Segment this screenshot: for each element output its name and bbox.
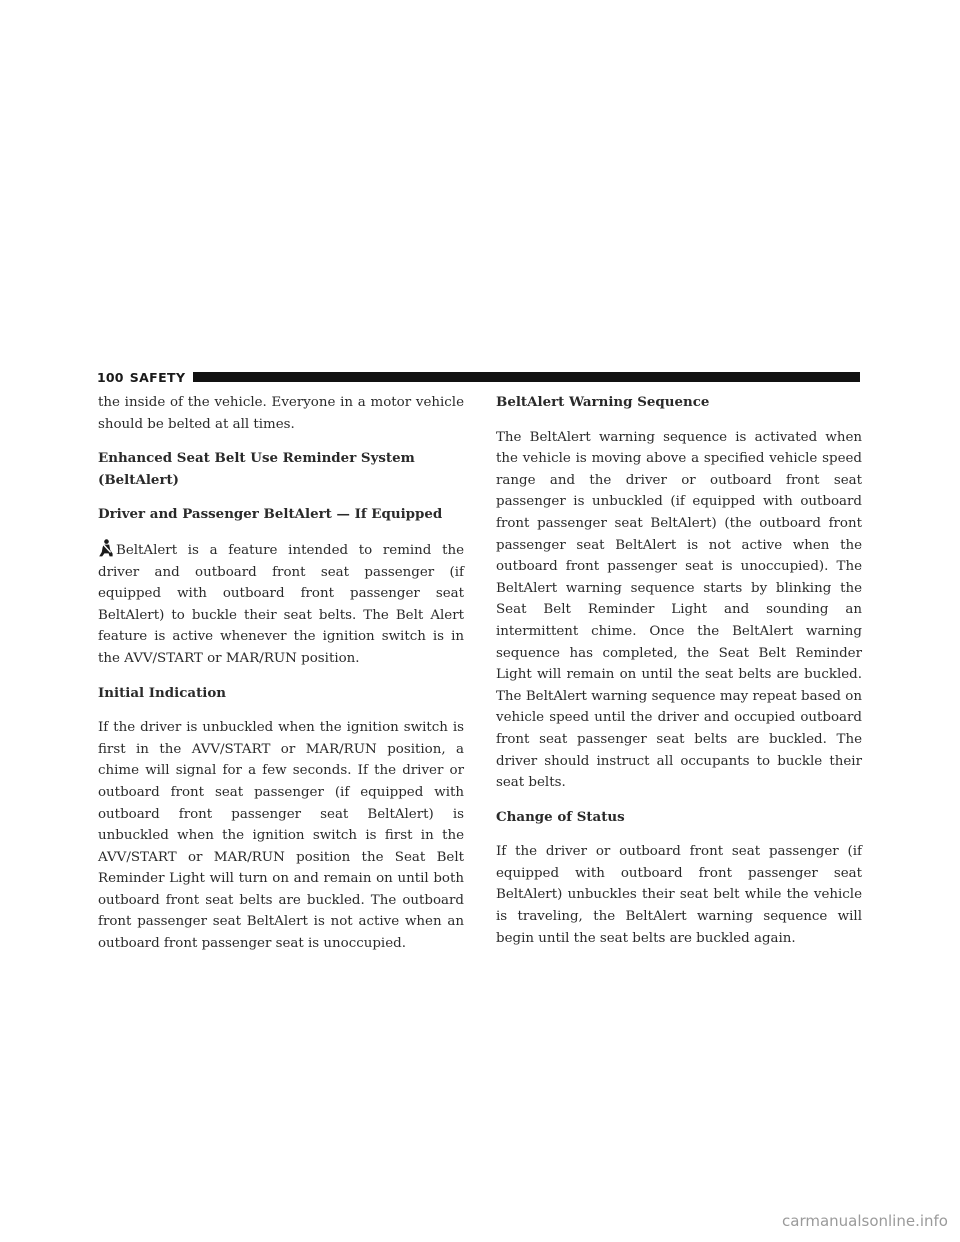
heading-driver-passenger-beltalert: Driver and Passenger BeltAlert — If Equipped — [98, 506, 443, 523]
page-number: 100 — [97, 369, 124, 385]
watermark: carmanualsonline.info — [782, 1212, 948, 1230]
paragraph-warning-sequence: The BeltAlert warning sequence is activated when the vehicle is moving above a specified vehicle speed range and the driver or outboard front seat passenger is unbuckled (if equipped with outboard front passenger seat BeltAlert) (the outboard front passenger seat BeltAlert is not active when the outboard front passenger seat is unoccupied). The BeltAlert warning sequence starts by blinking the Seat Belt Reminder Light and sounding an intermittent chime. Once the BeltAlert warning sequence has completed, the Seat Belt Reminder Light will remain on until the seat belts are buckled. The BeltAlert warning sequence may repeat based on vehicle speed until the driver and occupied outboard front seat passenger seat belts are buckled. The driver should instruct all occupants to buckle their seat belts. — [496, 429, 862, 791]
page-header — [97, 369, 860, 385]
seat-belt-reminder-icon — [98, 539, 114, 557]
paragraph-continuation: the inside of the vehicle. Everyone in a motor vehicle should be belted at all times. — [98, 395, 464, 432]
heading-enhanced-reminder: Enhanced Seat Belt Use Reminder System (BeltAlert) — [98, 450, 415, 488]
heading-change-of-status: Change of Status — [496, 808, 625, 825]
paragraph-initial-indication: If the driver is unbuckled when the ignition switch is first in the AVV/START or MAR/RUN position, a chime will signal for a few seconds. If the driver or outboard front seat passenger (if equipped with outboard front passenger seat BeltAlert) is unbuckled when the ignition switch is first in the AVV/START or MAR/RUN position the Seat Belt Reminder Light will turn on and remain on until both outboard front seat belts are buckled. The outboard front passenger seat BeltAlert is not active when an outboard front passenger seat is unoccupied. — [98, 720, 464, 952]
right-column — [496, 392, 862, 962]
beltalert-text: BeltAlert is a feature intended to remind the driver and outboard front seat passenger (if equipped with outboard front passenger seat BeltAlert) to buckle their seat belts. The Belt Alert feature is active whenever the ignition switch is in the AVV/START or MAR/RUN position. — [98, 542, 464, 666]
section-title: SAFETY — [129, 369, 186, 385]
paragraph-beltalert-intro — [98, 539, 464, 670]
heading-warning-sequence: BeltAlert Warning Sequence — [496, 394, 710, 410]
paragraph-change-of-status: If the driver or outboard front seat passenger (if equipped with outboard front passenger seat BeltAlert) unbuckles their seat belt while the vehicle is traveling, the BeltAlert warning sequence will begin until the seat belts are buckled again. — [496, 844, 862, 946]
left-column — [98, 392, 464, 968]
header-rule — [193, 372, 860, 382]
heading-initial-indication: Initial Indication — [98, 684, 227, 701]
